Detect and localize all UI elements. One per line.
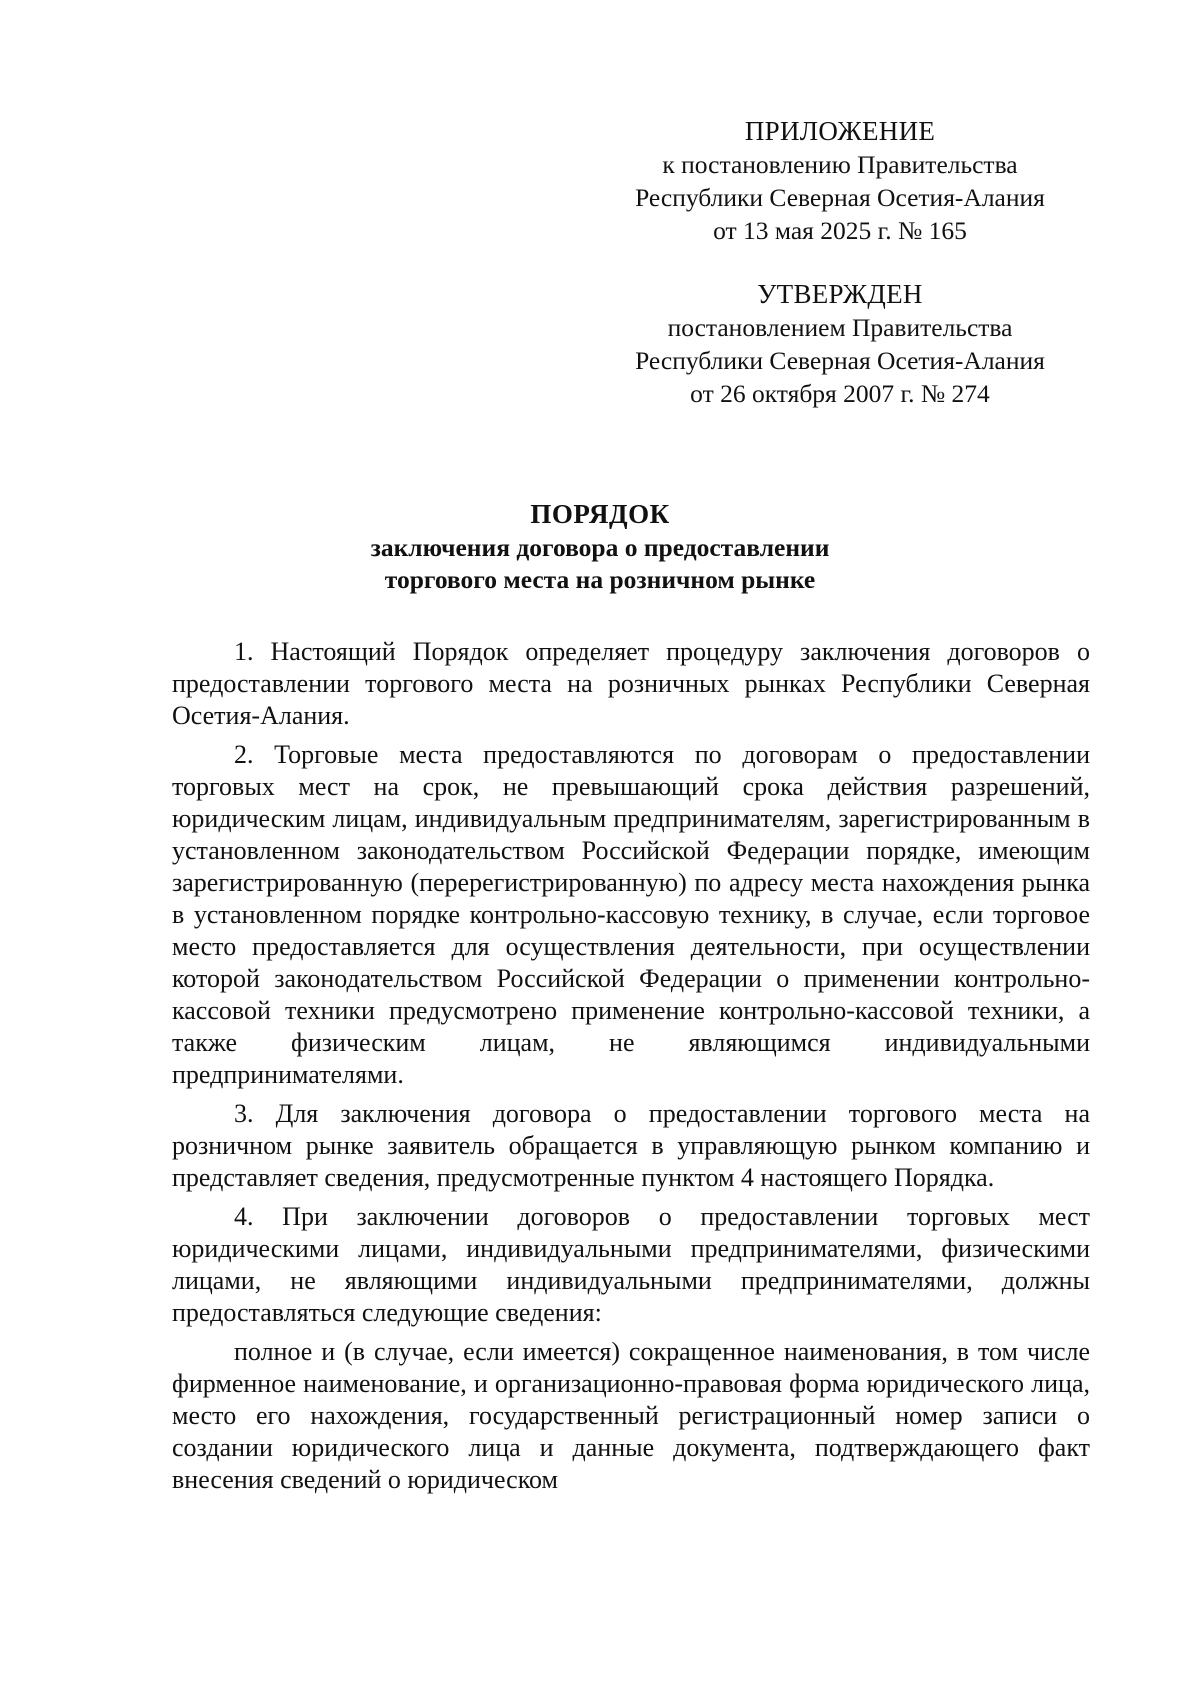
- appendix-heading: ПРИЛОЖЕНИЕ: [744, 116, 936, 146]
- title-subtitle-line-2: торгового места на розничном рынке: [384, 565, 816, 594]
- paragraph-2: 2. Торговые места предоставляются по договорам о предоставлении торговых мест на срок, не превышающий срока действия разрешений, юридическим лицам, индивидуальным предпринимателям, зарегистрированным в установленном законодательством Российской Федерации порядке, имеющим зарегистрированную (перерегистрированную) по адресу места нахождения рынка в установленном порядке контрольно-кассовую технику, в случае, если торговое место предоставляется для осуществления деятельности, при осуществлении которой законодательством Российской Федерации о применении контрольно-кассовой техники предусмотрено применение контрольно-кассовой техники, а также физическим лицам, не являющимся индивидуальными предпринимателями.: [172, 740, 1090, 1089]
- approval-heading: УТВЕРЖДЕН: [757, 279, 923, 309]
- appendix-line-2: Республики Северная Осетия-Алания: [635, 183, 1045, 212]
- paragraph-1: 1. Настоящий Порядок определяет процедуру заключения договоров о предоставлении торгового места на розничных рынках Республики Северная Осетия-Алания.: [172, 637, 1090, 730]
- approval-line-3: от 26 октября 2007 г. № 274: [690, 379, 990, 408]
- appendix-stamp: [620, 115, 1060, 247]
- document-title: [0, 496, 1200, 596]
- paragraph-5: полное и (в случае, если имеется) сокращенное наименования, в том числе фирменное наименование, и организационно-правовая форма юридического лица, место его нахождения, государственный регистрационный номер записи о создании юридического лица и данные документа, подтверждающего факт внесения сведений о юридическом: [172, 1337, 1090, 1494]
- title-main: ПОРЯДОК: [530, 499, 670, 529]
- paragraph-4: 4. При заключении договоров о предоставлении торговых мест юридическими лицами, индивидуальными предпринимателями, физическими лицами, не являющими индивидуальными предпринимателями, должны предоставляться следующие сведения:: [172, 1202, 1090, 1327]
- approval-stamp: [620, 278, 1060, 410]
- appendix-line-3: от 13 мая 2025 г. № 165: [713, 216, 967, 245]
- title-subtitle-line-1: заключения договора о предоставлении: [370, 533, 830, 562]
- document-body: [172, 636, 1090, 1503]
- appendix-line-1: к постановлению Правительства: [662, 150, 1018, 179]
- approval-line-2: Республики Северная Осетия-Алания: [635, 346, 1045, 375]
- approval-line-1: постановлением Правительства: [667, 313, 1013, 342]
- paragraph-3: 3. Для заключения договора о предоставлении торгового места на розничном рынке заявитель обращается в управляющую рынком компанию и представляет сведения, предусмотренные пунктом 4 настоящего Порядка.: [172, 1099, 1090, 1192]
